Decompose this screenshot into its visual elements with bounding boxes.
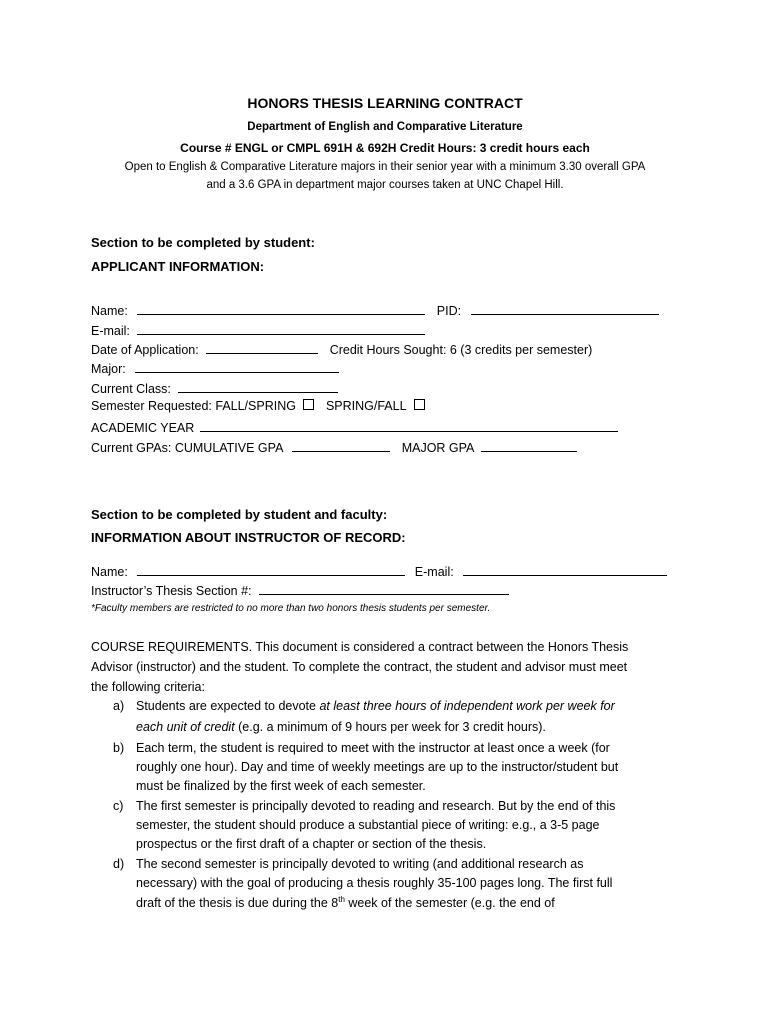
pid-field[interactable]: [471, 302, 659, 315]
spring-fall-label: SPRING/FALL: [325, 399, 407, 413]
department-line: Department of English and Comparative Literature: [247, 121, 523, 133]
item-a-text: Students are expected to devote: [136, 699, 320, 713]
applicant-info-heading: APPLICANT INFORMATION:: [91, 259, 265, 274]
document-title: HONORS THESIS LEARNING CONTRACT: [247, 95, 523, 111]
thesis-section-field[interactable]: [259, 582, 509, 595]
item-d-line-1: The second semester is principally devoted to writing (and additional research as: [136, 857, 584, 871]
date-row: [91, 341, 592, 357]
item-b-line-3: must be finalized by the first week of each semester.: [136, 779, 426, 793]
email-label: E-mail:: [91, 324, 130, 338]
name-label: Name:: [91, 304, 128, 318]
thesis-section-row: [91, 582, 509, 598]
course-line: Course # ENGL or CMPL 691H & 692H Credit Hours: 3 credit hours each: [180, 141, 590, 155]
item-b-line-1: Each term, the student is required to meet with the instructor at least once a week (for: [136, 741, 610, 755]
student-section-heading: Section to be completed by student:: [91, 235, 315, 250]
class-row: [91, 380, 338, 396]
email-row: [91, 322, 425, 338]
academic-year-label: ACADEMIC YEAR: [91, 421, 195, 435]
instructor-email-label: E-mail:: [414, 565, 454, 579]
gpa-row: [91, 439, 577, 455]
semester-row: [91, 399, 425, 413]
item-a-emphasis: at least three hours of independent work per week for: [319, 699, 615, 713]
requirements-intro-1: COURSE REQUIREMENTS. This document is considered a contract between the Honors Thesis: [91, 640, 629, 654]
thesis-section-label: Instructor’s Thesis Section #:: [91, 584, 252, 598]
instructor-name-field[interactable]: [137, 563, 405, 576]
item-c-line-2: semester, the student should produce a substantial piece of writing: e.g., a 3-5 page: [136, 818, 600, 832]
requirements-intro-3: the following criteria:: [91, 680, 205, 694]
major-field[interactable]: [135, 360, 339, 373]
instructor-info-heading: INFORMATION ABOUT INSTRUCTOR OF RECORD:: [91, 530, 406, 545]
cumulative-gpa-field[interactable]: [292, 439, 390, 452]
item-d-label: d): [113, 857, 125, 871]
academic-year-row: [91, 419, 618, 435]
item-c-line-3: prospectus or the first draft of a chapter or section of the thesis.: [136, 837, 487, 851]
item-d-text-2: week of the semester (e.g. the end of: [344, 896, 555, 911]
item-d-line-2: necessary) with the goal of producing a thesis roughly 35-100 pages long. The first full: [136, 876, 613, 890]
date-label: Date of Application:: [91, 343, 199, 357]
item-b-line-2: roughly one hour). Day and time of weekly meetings are up to the instructor/student but: [136, 760, 619, 774]
spring-fall-checkbox[interactable]: [414, 399, 425, 410]
semester-label: Semester Requested: FALL/SPRING: [91, 399, 296, 413]
item-a-emphasis-2: each unit of credit: [136, 720, 235, 734]
cumulative-gpa-label: Current GPAs: CUMULATIVE GPA: [91, 441, 283, 455]
item-b-label: b): [113, 741, 125, 755]
item-c-label: c): [113, 799, 124, 813]
major-gpa-field[interactable]: [481, 439, 577, 452]
item-d-line-3: [136, 895, 555, 910]
item-a-line-2: [136, 720, 546, 734]
faculty-note: *Faculty members are restricted to no more than two honors thesis students per semester.: [91, 603, 491, 614]
eligibility-line-1: Open to English & Comparative Literature majors in their senior year with a minimum 3.30 overall GPA: [124, 161, 646, 173]
fall-spring-checkbox[interactable]: [303, 399, 314, 410]
faculty-section-heading: Section to be completed by student and faculty:: [91, 507, 388, 522]
credit-hours-text: Credit Hours Sought: 6 (3 credits per semester): [329, 343, 593, 357]
requirements-intro-2: Advisor (instructor) and the student. To complete the contract, the student and advisor must meet: [91, 660, 628, 674]
eligibility-line-2: and a 3.6 GPA in department major courses taken at UNC Chapel Hill.: [206, 179, 564, 191]
instructor-name-row: [91, 563, 667, 579]
major-label: Major:: [91, 362, 126, 376]
date-field[interactable]: [206, 341, 318, 354]
instructor-email-field[interactable]: [463, 563, 667, 576]
item-c-line-1: The first semester is principally devoted to reading and research. But by the end of this: [136, 799, 616, 813]
class-label: Current Class:: [91, 382, 171, 396]
item-a-text-2: (e.g. a minimum of 9 hours per week for 3 credit hours).: [234, 720, 546, 734]
item-a-label: a): [113, 699, 125, 713]
item-d-text: draft of the thesis is due during the 8: [136, 896, 339, 911]
major-gpa-label: MAJOR GPA: [401, 441, 474, 455]
pid-label: PID:: [436, 304, 462, 318]
ordinal-suffix: th: [338, 895, 345, 904]
major-row: [91, 360, 339, 376]
name-row: [91, 302, 659, 318]
class-field[interactable]: [178, 380, 338, 393]
email-field[interactable]: [137, 322, 425, 335]
instructor-name-label: Name:: [91, 565, 128, 579]
academic-year-field[interactable]: [200, 419, 618, 432]
item-a-line-1: [136, 699, 615, 713]
name-field[interactable]: [137, 302, 425, 315]
